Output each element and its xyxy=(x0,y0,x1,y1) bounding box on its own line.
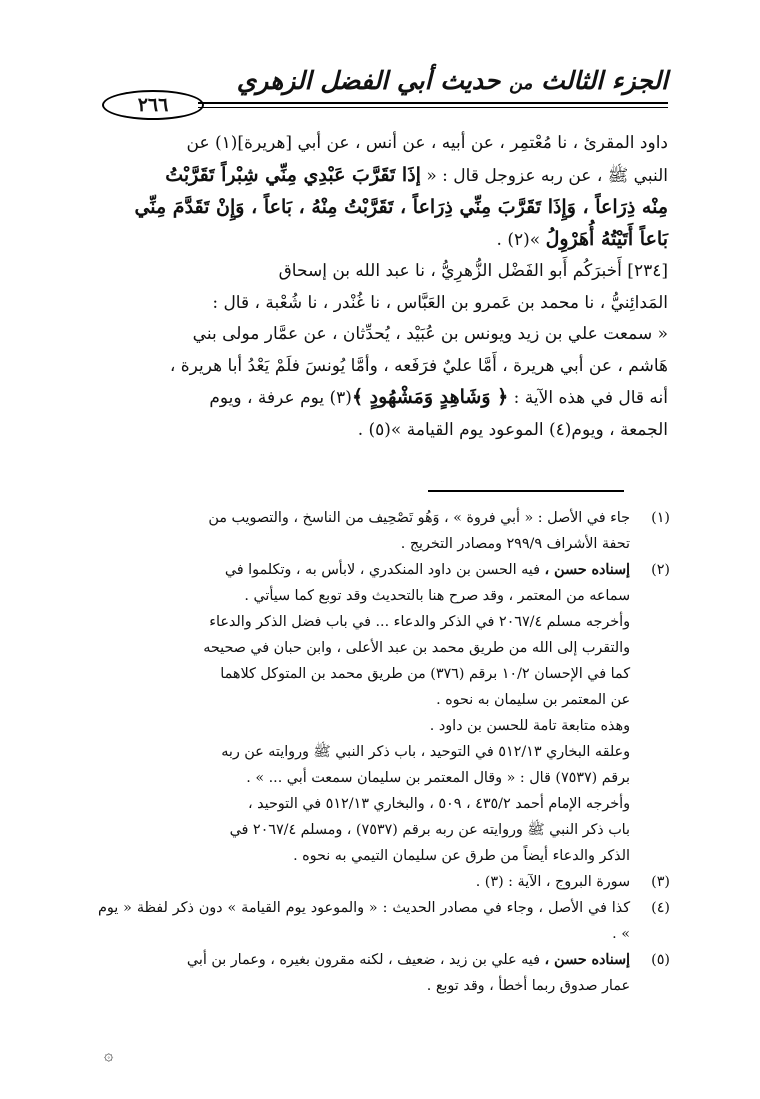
footnote-number: (١) xyxy=(651,510,670,526)
header-rule xyxy=(198,102,668,104)
page-number: ٢٦٦ xyxy=(102,90,204,120)
text-span: (٣) يوم عرفة ، ويوم xyxy=(209,388,352,408)
footnote-line xyxy=(98,557,630,583)
footnote-line: تحفة الأشراف ٢٩٩/٩ ومصادر التخريج . xyxy=(400,536,630,552)
footnote-line: وأخرجه الإمام أحمد ٤٣٥/٢ ، ٥٠٩ ، والبخاري ٥١٢/١٣ في التوحيد ، xyxy=(247,796,630,812)
footnote-line: سورة البروج ، الآية : (٣) . xyxy=(475,874,630,890)
footnote-number: (٤) xyxy=(651,900,670,916)
footnote xyxy=(98,557,670,869)
footnote-line: جاء في الأصل : « أبي فروة » ، وَهُو تَصْحِيف من الناسخ ، والتصويب من xyxy=(208,510,630,526)
footnote-text: فيه علي بن زيد ، ضعيف ، لكنه مقرون بغيره ، وعمار بن أبي xyxy=(186,952,545,968)
text-line: المَدائِنيُّ ، نا محمد بن عَمرو بن العَبَّاس ، نا غُنْدر ، نا شُعْبة ، قال : xyxy=(212,292,668,313)
text-line: داود المقرئ ، نا مُعْتمِر ، عن أبيه ، عن أنس ، عن أبي [هريرة](١) عن xyxy=(186,133,668,153)
footnote-line: باب ذكر النبي ﷺ وروايته عن ربه برقم (٧٥٣٧) ، ومسلم ٢٠٦٧/٤ في xyxy=(229,822,630,838)
text-line: « سمعت علي بن زيد ويونس بن عُبَيْد ، يُحدِّثان ، عن عمَّار مولى بني xyxy=(192,324,668,344)
main-text xyxy=(100,128,668,446)
footnote-line xyxy=(98,947,630,973)
text-line xyxy=(100,224,668,257)
hadith-text: إذَا تَقَرَّبَ عَبْدِي مِنِّي شِبْراً تَقَرَّبْتُ xyxy=(165,163,421,186)
text-line xyxy=(100,382,668,415)
hadith-text: مِنْه ذِرَاعاً ، وَإِذَا تَقَرَّبَ مِنِّي ذِرَاعاً ، تَقَرَّبْتُ مِنْهُ ، بَاعاً ، وَإِنْ تَقَدَّمَ مِنِّي xyxy=(134,196,668,218)
running-title-part: الجزء الثالث xyxy=(541,66,668,95)
footnote-number: (٥) xyxy=(651,952,670,968)
text-span: النبي ﷺ ، عن ربه عزوجل قال : « xyxy=(420,165,668,186)
text-line: هَاشم ، عن أبي هريرة ، أَمَّا عليٌ فرَفَعه ، وأمَّا يُونسَ فلَمْ يَعْدُ أبا هريرة ، xyxy=(169,355,668,376)
footnote-line: كما في الإحسان ١٠/٢ برقم (٣٧٦) من طريق محمد بن المتوكل كلاهما xyxy=(220,666,630,682)
footnote xyxy=(98,869,670,895)
footnote-lead: إسناده حسن ، xyxy=(544,952,630,968)
footnote-text: فيه الحسن بن داود المنكدري ، لابأس به ، وتكلموا في xyxy=(224,562,545,578)
page-header xyxy=(100,62,668,120)
footnote xyxy=(98,505,670,557)
running-title-part: من xyxy=(509,73,533,94)
quran-verse: ﴿ وَشَاهِدٍ وَمَشْهُودٍ ﴾ xyxy=(351,386,509,408)
text-line xyxy=(100,160,668,193)
footnote-line: وأخرجه مسلم ٢٠٦٧/٤ في الذكر والدعاء ... في باب فضل الذكر والدعاء xyxy=(209,614,630,630)
footnote-line: كذا في الأصل ، وجاء في مصادر الحديث : « والموعود يوم القيامة » دون ذكر لفظة « يوم » . xyxy=(98,900,630,942)
text-line: الجمعة ، ويوم(٤) الموعود يوم القيامة »(٥) . xyxy=(357,419,668,440)
header-rule xyxy=(198,107,668,108)
footnote-line: عمار صدوق ربما أخطأ ، وقد توبع . xyxy=(426,978,630,994)
footnote xyxy=(98,895,670,947)
footnote-number: (٢) xyxy=(651,562,670,578)
footnote-line: عن المعتمر بن سليمان به نحوه . xyxy=(436,692,630,708)
running-title xyxy=(237,66,668,95)
footnote-separator xyxy=(428,490,624,492)
footnote-lead: إسناده حسن ، xyxy=(544,562,630,578)
footnote-line: والتقرب إلى الله من طريق محمد بن عبد الأعلى ، وابن حبان في صحيحه xyxy=(203,640,630,656)
ornament-icon: ۞ xyxy=(104,1045,114,1064)
footnote-line: برقم (٧٥٣٧) قال : « وقال المعتمر بن سليمان سمعت أبي ... » . xyxy=(246,770,630,786)
footnotes xyxy=(98,505,670,999)
hadith-text: بَاعاً أَتَيْتُهُ أُهَرْوِلُ xyxy=(545,227,668,250)
footnote-line: سماعه من المعتمر ، وقد صرح هنا بالتحديث وقد توبع كما سيأتي . xyxy=(244,588,630,604)
footnote-line: الذكر والدعاء أيضاً من طرق عن سليمان التيمي به نحوه . xyxy=(293,848,630,864)
footnote xyxy=(98,947,670,999)
text-line: [٢٣٤] أَخبرَكُم أَبو الفَضْل الزُّهرِيُّ ، نا عبد الله بن إسحاق xyxy=(278,261,668,281)
footnote-number: (٣) xyxy=(651,874,670,890)
text-span: »(٢) . xyxy=(496,229,546,250)
footnote-line: وهذه متابعة تامة للحسن بن داود . xyxy=(429,718,630,734)
text-span: أنه قال في هذه الآية : xyxy=(508,388,668,408)
footnote-line: وعلقه البخاري ٥١٢/١٣ في التوحيد ، باب ذكر النبي ﷺ وروايته عن ربه xyxy=(221,744,630,760)
running-title-part: حديث أبي الفضل الزهري xyxy=(236,66,501,95)
